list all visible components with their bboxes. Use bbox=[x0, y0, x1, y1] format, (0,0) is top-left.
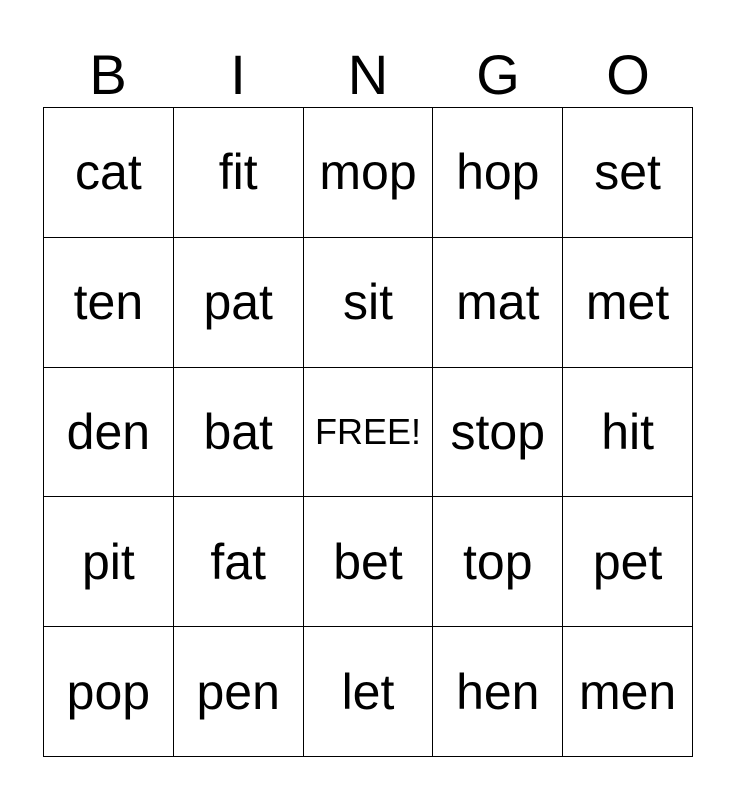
bingo-cell: bet bbox=[304, 497, 434, 627]
bingo-cell: pat bbox=[174, 238, 304, 368]
bingo-cell: den bbox=[44, 368, 174, 498]
header-letter-i: I bbox=[230, 43, 246, 106]
bingo-cell: hop bbox=[433, 108, 563, 238]
bingo-header bbox=[43, 44, 693, 106]
bingo-cell: bat bbox=[174, 368, 304, 498]
bingo-cell: sit bbox=[304, 238, 434, 368]
bingo-cell: set bbox=[563, 108, 693, 238]
bingo-cell: stop bbox=[433, 368, 563, 498]
bingo-cell: cat bbox=[44, 108, 174, 238]
header-letter-g: G bbox=[476, 43, 520, 106]
bingo-cell: hen bbox=[433, 627, 563, 757]
bingo-cell: met bbox=[563, 238, 693, 368]
bingo-cell: men bbox=[563, 627, 693, 757]
header-letter-o: O bbox=[606, 43, 650, 106]
bingo-cell: pit bbox=[44, 497, 174, 627]
header-letter-n: N bbox=[347, 43, 389, 106]
bingo-cell: ten bbox=[44, 238, 174, 368]
bingo-cell: top bbox=[433, 497, 563, 627]
bingo-cell: hit bbox=[563, 368, 693, 498]
bingo-cell: let bbox=[304, 627, 434, 757]
bingo-cell: mop bbox=[304, 108, 434, 238]
bingo-cell: mat bbox=[433, 238, 563, 368]
bingo-cell: pop bbox=[44, 627, 174, 757]
free-space-cell: FREE! bbox=[304, 368, 434, 498]
bingo-cell: pen bbox=[174, 627, 304, 757]
bingo-cell: pet bbox=[563, 497, 693, 627]
bingo-cell: fat bbox=[174, 497, 304, 627]
bingo-board bbox=[43, 107, 693, 757]
header-letter-b: B bbox=[89, 43, 127, 106]
bingo-cell: fit bbox=[174, 108, 304, 238]
